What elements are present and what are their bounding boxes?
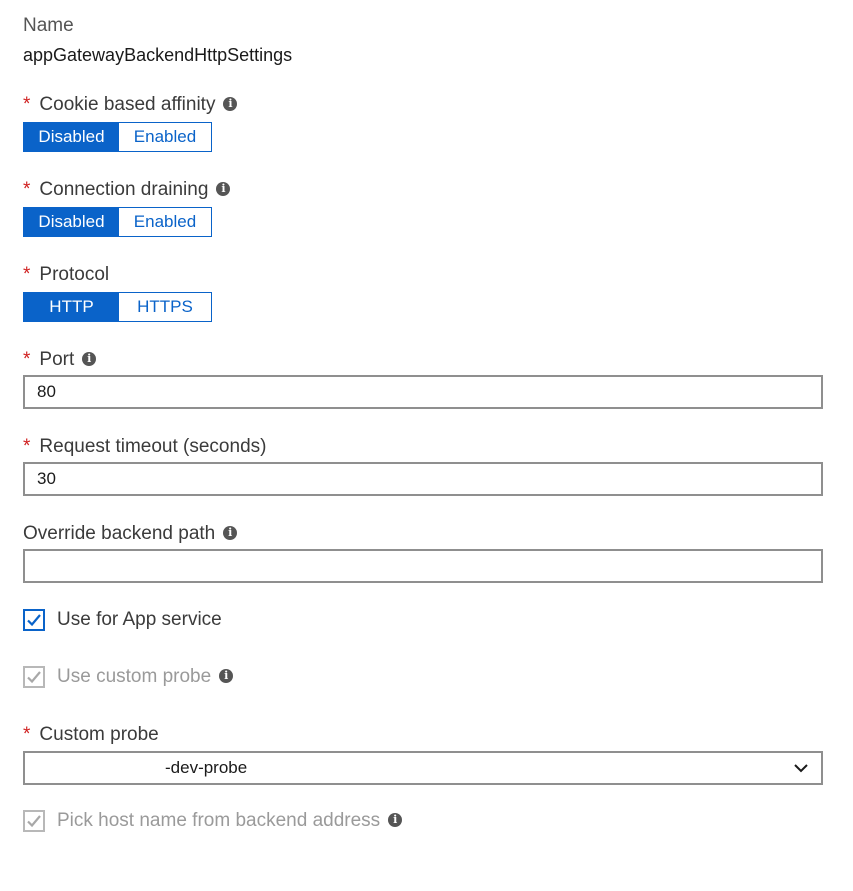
pick-host-name-row — [23, 808, 402, 834]
cookie-affinity-label: Cookie based affinity — [39, 94, 216, 115]
custom-probe-label: Custom probe — [39, 724, 159, 745]
cookie-affinity-label-row — [23, 93, 237, 117]
required-marker: * — [23, 349, 31, 370]
request-timeout-label-row — [23, 435, 266, 459]
protocol-http-option[interactable]: HTTP — [24, 293, 119, 321]
connection-draining-enabled-option[interactable]: Enabled — [119, 208, 211, 236]
connection-draining-label-row — [23, 178, 230, 202]
info-icon[interactable]: i — [219, 669, 233, 683]
custom-probe-label-row — [23, 723, 159, 747]
override-backend-path-label-row — [23, 522, 237, 546]
pick-host-name-label: Pick host name from backend address — [57, 810, 381, 831]
chevron-down-icon — [793, 760, 809, 776]
checkmark-icon — [26, 813, 42, 829]
info-icon[interactable]: i — [82, 352, 96, 366]
cookie-affinity-toggle — [23, 122, 212, 152]
required-marker: * — [23, 436, 31, 457]
cookie-affinity-disabled-option[interactable]: Disabled — [24, 123, 119, 151]
checkmark-icon — [26, 612, 42, 628]
required-marker: * — [23, 94, 31, 115]
pick-host-name-checkbox — [23, 810, 45, 832]
checkmark-icon — [26, 669, 42, 685]
connection-draining-toggle — [23, 207, 212, 237]
protocol-toggle — [23, 292, 212, 322]
connection-draining-disabled-option[interactable]: Disabled — [24, 208, 119, 236]
request-timeout-label: Request timeout (seconds) — [39, 436, 267, 457]
protocol-label-row — [23, 263, 109, 287]
port-label-row — [23, 348, 96, 372]
cookie-affinity-enabled-option[interactable]: Enabled — [119, 123, 211, 151]
use-for-app-service-label: Use for App service — [57, 609, 222, 630]
use-for-app-service-row[interactable] — [23, 607, 222, 633]
override-backend-path-label: Override backend path — [23, 523, 216, 544]
required-marker: * — [23, 724, 31, 745]
required-marker: * — [23, 179, 31, 200]
info-icon[interactable]: i — [388, 813, 402, 827]
custom-probe-dropdown[interactable] — [23, 751, 823, 785]
override-backend-path-input[interactable] — [23, 549, 823, 583]
info-icon[interactable]: i — [223, 97, 237, 111]
name-label: Name — [23, 15, 74, 36]
port-label: Port — [39, 349, 75, 370]
use-custom-probe-label: Use custom probe — [57, 666, 212, 687]
use-custom-probe-checkbox — [23, 666, 45, 688]
info-icon[interactable]: i — [216, 182, 230, 196]
name-value: appGatewayBackendHttpSettings — [23, 45, 293, 65]
port-input[interactable] — [23, 375, 823, 409]
request-timeout-input[interactable] — [23, 462, 823, 496]
protocol-https-option[interactable]: HTTPS — [119, 293, 211, 321]
protocol-label: Protocol — [39, 264, 110, 285]
info-icon[interactable]: i — [223, 526, 237, 540]
use-for-app-service-checkbox[interactable] — [23, 609, 45, 631]
connection-draining-label: Connection draining — [39, 179, 209, 200]
use-custom-probe-row — [23, 664, 233, 690]
custom-probe-selected-value: -dev-probe — [165, 758, 248, 777]
required-marker: * — [23, 264, 31, 285]
